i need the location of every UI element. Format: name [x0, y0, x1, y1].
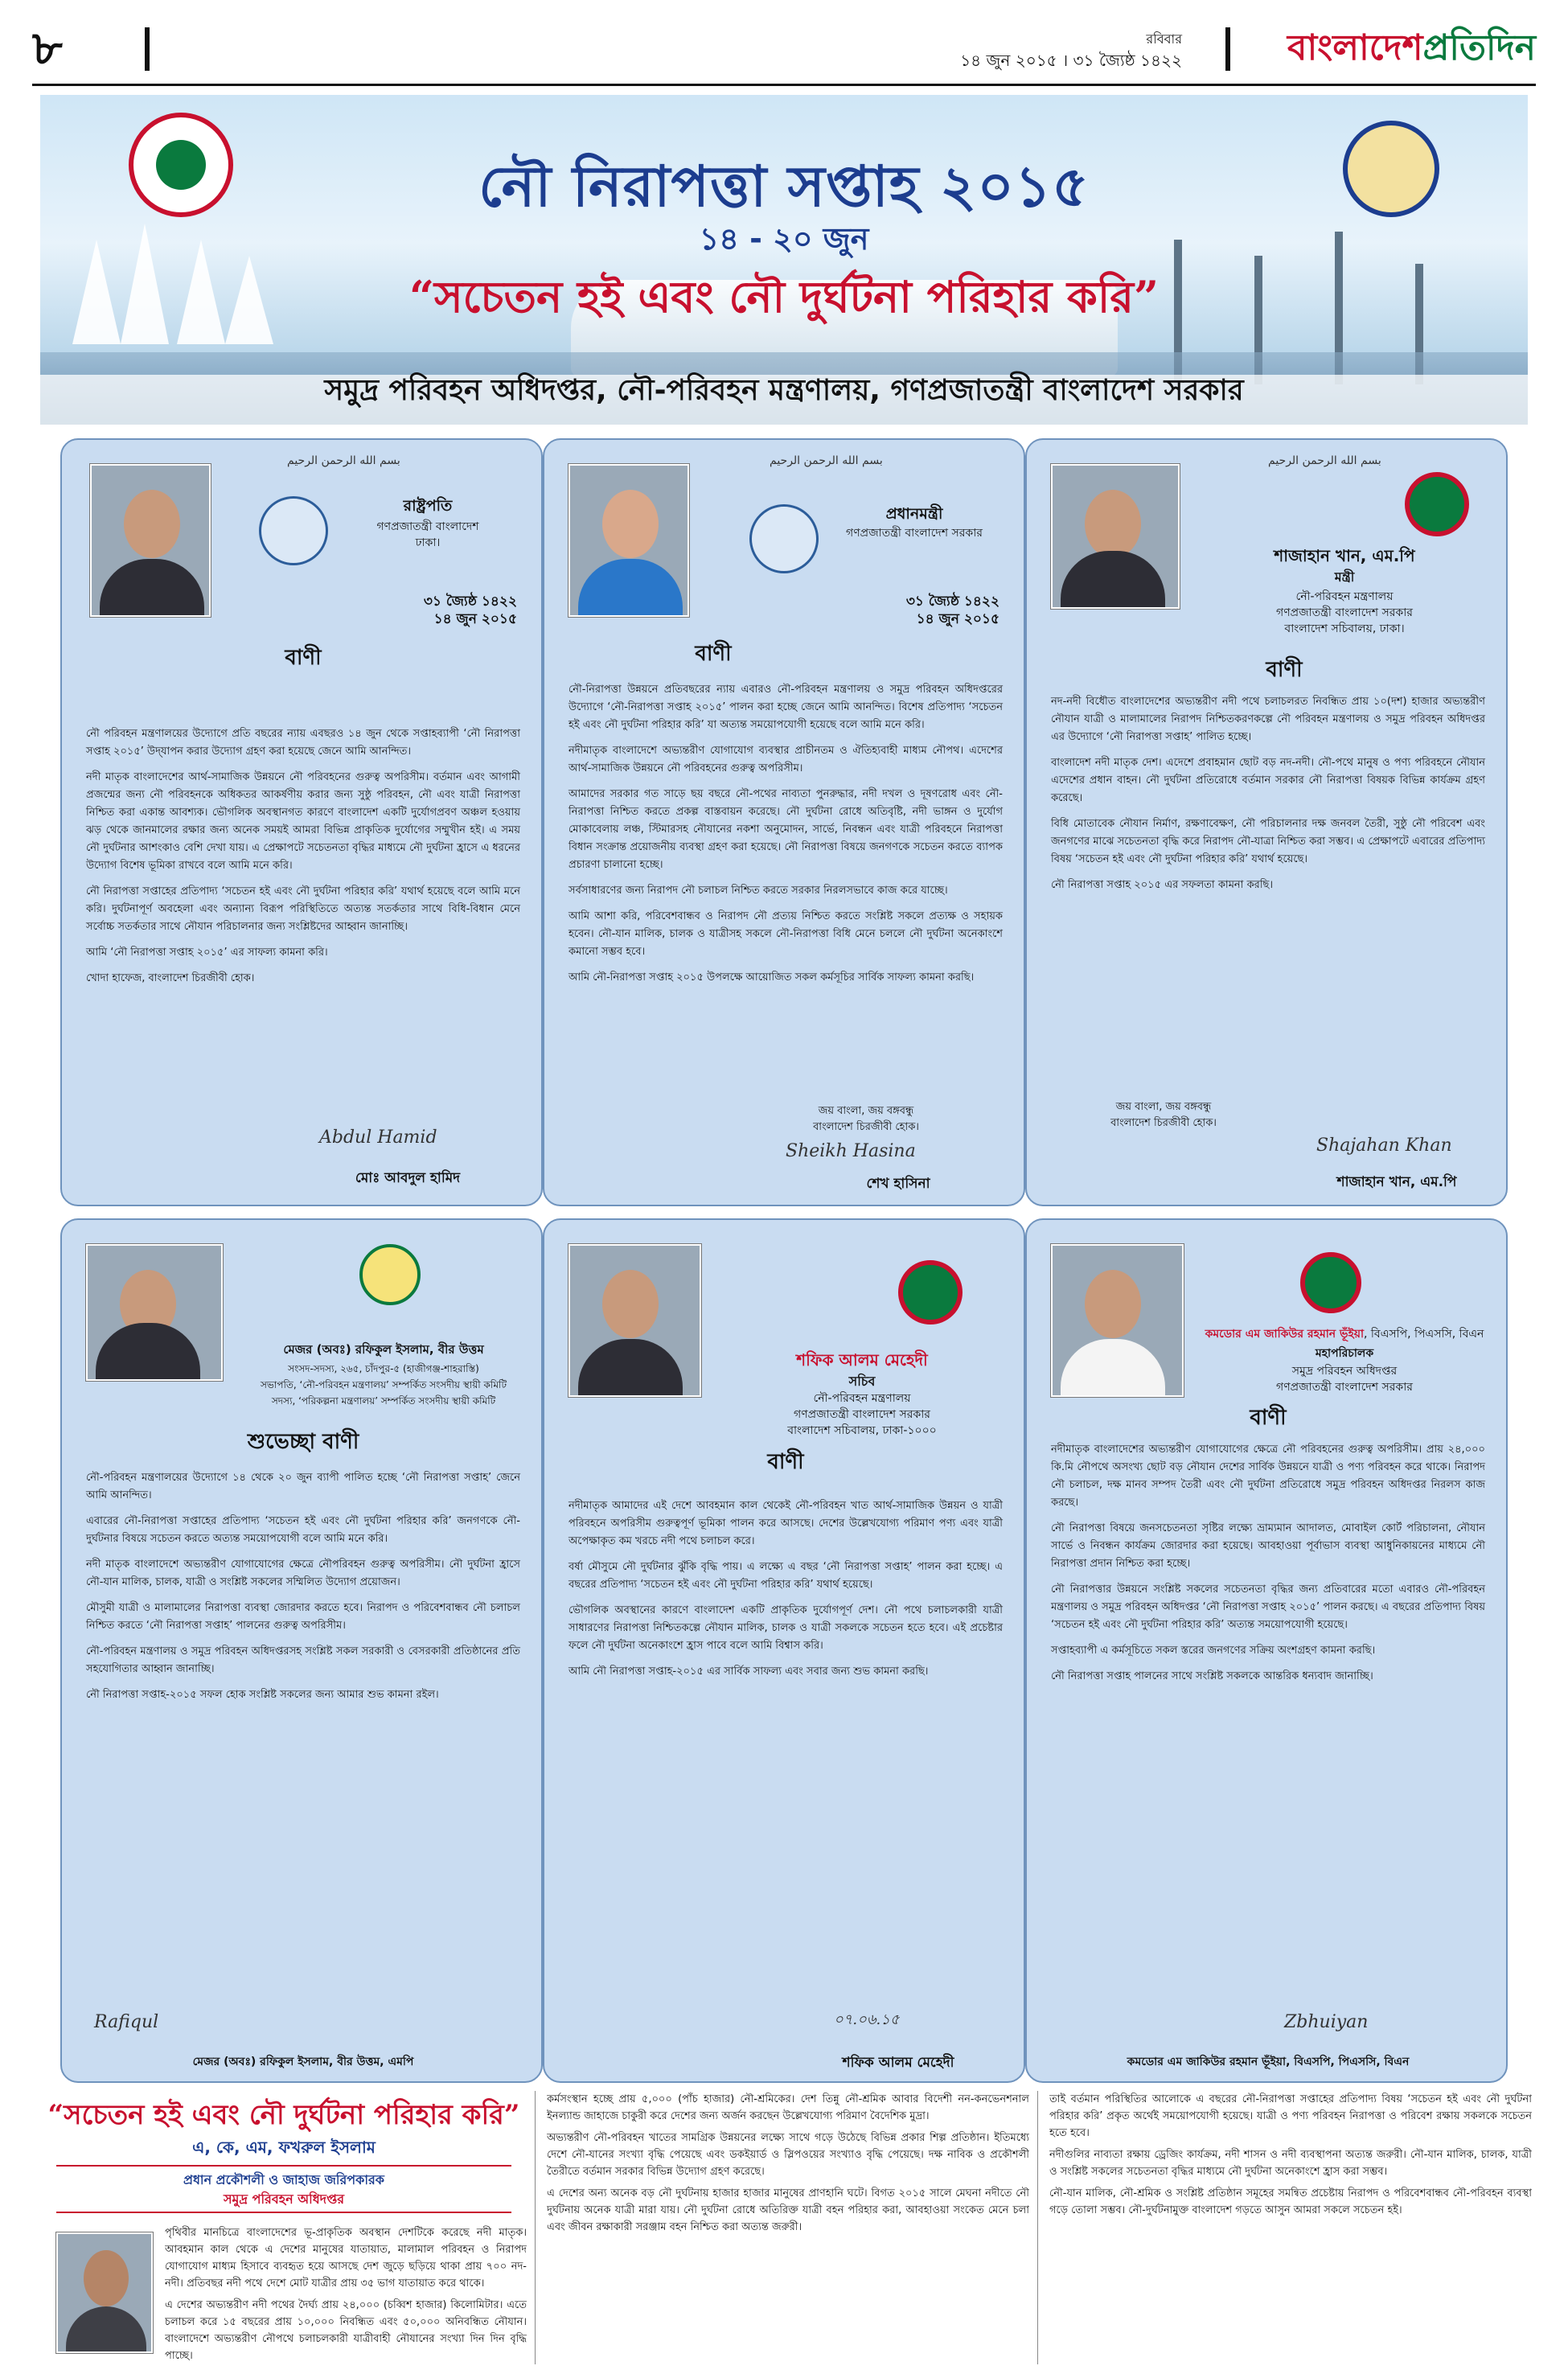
paragraph: এ দেশের অন্য অনেক বড় নৌ দুর্ঘটনায় হাজার হাজার মানুষের প্রাণহানি ঘটে। বিগত ২০১৫ সালে মেঘনা নদীতে নৌ দুর্ঘটনায় অনেক যাত্রী মারা যায়। নৌ দুর্ঘটনা রোধে অতিরিক্ত যাত্রী বহন পরিহার করা, আবহাওয়া সংকেত মেনে চলা এবং জীবন রক্ষাকারী সরঞ্জাম বহন নিশ্চিত করা অত্যন্ত জরুরী। [547, 2187, 1029, 2233]
bangladesh-emblem-icon [1405, 472, 1469, 536]
signer-name: মোঃ আবদুল হামিদ [355, 1170, 461, 1186]
paragraph: সর্বসাধারণের জন্য নিরাপদ নৌ চলাচল নিশ্চিত করতে সরকার নিরলসভাবে কাজ করে যাচ্ছে। [569, 885, 948, 897]
director-general-name [1192, 1325, 1497, 1344]
message-title: বাণী [1250, 1406, 1287, 1430]
message-card-secretary [543, 1218, 1025, 2083]
pm-role: প্রধানমন্ত্রী [885, 505, 943, 523]
page-number: ৮ [32, 21, 63, 76]
article-headline: “সচেতন হই এবং নৌ দুর্ঘটনা পরিহার করি” [47, 2099, 520, 2131]
paragraph: নদীগুলির নাব্যতা রক্ষায় ড্রেজিং কার্যক্রম, নদী শাসন ও নদী ব্যবস্থাপনা অত্যন্ত জরুরী। নৌ-যান মালিক, চালক, যাত্রী ও সংশ্লিষ্ট সকলের সচেতনতা বৃদ্ধির মাধ্যমে নৌ দুর্ঘটনা অনেকাংশে হ্রাস করা সম্ভব। [1049, 2149, 1532, 2178]
closing-text: জয় বাংলা, জয় বঙ্গবন্ধু বাংলাদেশ চিরজীবী হোক। [1110, 1101, 1217, 1129]
paragraph: আমাদের সরকার গত সাড়ে ছয় বছরে নৌ-পথের নাব্যতা পুনরুদ্ধার, নদী দখল ও দূষণরোধ এবং নৌ-নিরাপত্তা নিশ্চিত করতে প্রকল্প বাস্তবায়ন করেছে। নৌ দুর্ঘটনা রোধে অতিবৃষ্টি, নদী ভাঙ্গন ও দুর্যোগ মোকাবেলায় লঞ্চ, স্টিমারসহ নৌযানের নকশা অনুমোদন, সার্ভে, নিবন্ধন এবং যাত্রী পরিবহনে নিরাপত্তা বিধান সংক্রান্ত প্রয়োজনীয় ব্যবস্থা গ্রহণ করা হয়েছে। নৌ নিরাপত্তা বিষয়ে জনগণকে সচেতন করতে ব্যাপক প্রচারণা চালানো হচ্ছে। [569, 788, 1003, 871]
message-title: বাণী [285, 646, 322, 670]
message-card-director-general [1025, 1218, 1508, 2083]
prime-minister-photo [569, 464, 689, 617]
paragraph: নৌ নিরাপত্তা সপ্তাহ-২০১৫ সফল হোক সংশ্লিষ্ট সকলের জন্য আমার শুভ কামনা রইল। [86, 1689, 439, 1701]
advertisement-banner [40, 95, 1528, 425]
paragraph: বিধি মোতাবেক নৌযান নির্মাণ, রক্ষণাবেক্ষণ, নৌ পরিচালনার দক্ষ জনবল তৈরী, সুষ্ঠু নৌ পরিবেশ এবং জনগণের মাঝে সচেতনতা বৃদ্ধি করে নিরাপদ নৌ-যাত্রা নিশ্চিত করা সম্ভব। এ প্রেক্ষাপটে এবারের প্রতিপাদ্য বিষয় ‘সচেতন হই এবং নৌ দুর্ঘটনা পরিহার করি’ যথার্থ হয়েছে। [1051, 818, 1485, 865]
minister-role-sub: নৌ-পরিবহন মন্ত্রণালয় গণপ্রজাতন্ত্রী বাংলাদেশ সরকার বাংলাদেশ সচিবালয়, ঢাকা। [1276, 590, 1413, 635]
signature-image: Sheikh Hasina [786, 1141, 916, 1161]
paragraph: নৌ নিরাপত্তার উন্নয়নে সংশ্লিষ্ট সকলের সচেতনতা বৃদ্ধির জন্য প্রতিবারের মতো এবারও নৌ-পরিবহন মন্ত্রণালয় ও সমুদ্র পরিবহন অধিদপ্তর ‘নৌ নিরাপত্তা সপ্তাহ ২০১৫’ পালন করছে। এ বছরের প্রতিপাদ্য বিষয় ‘সচেতন হই এবং নৌ দুর্ঘটনা পরিহার করি’ অত্যন্ত সময়োপযোগী হয়েছে। [1051, 1583, 1485, 1631]
bismillah-text: بسم الله الرحمن الرحيم [770, 454, 883, 467]
date-english: ১৪ জুন ২০১৫ [916, 611, 999, 627]
paragraph: নদ-নদী বিধৌত বাংলাদেশের অভ্যন্তরীণ নদী পথে চলাচলরত নিবন্ধিত প্রায় ১০(দশ) হাজার অভ্যন্তরীণ নৌযান যাত্রী ও মালামালের নিরাপদ নিশ্চিতকরণকল্পে নৌ পরিবহন মন্ত্রণালয় ও সমুদ্র পরিবহন অধিদপ্তর এর উদ্যোগে ‘নৌ নিরাপত্তা সপ্তাহ’ পালিত হচ্ছে। [1051, 696, 1485, 743]
paragraph: আমি আশা করি, পরিবেশবান্ধব ও নিরাপদ নৌ প্রত্যয় নিশ্চিত করতে সংশ্লিষ্ট সকলে প্রত্যক্ষ ও সহায়ক হবেন। নৌ-যান মালিক, চালক ও যাত্রীসহ সকলে নৌ-নিরাপত্তা বিধি মেনে চললে নৌ দুর্ঘটনা অনেকাংশে কমানো সম্ভব হবে। [569, 910, 1003, 958]
signer-name: শফিক আলম মেহেদী [842, 2055, 954, 2071]
committee-chair-photo [86, 1244, 223, 1381]
message-title: বাণী [695, 642, 732, 666]
director-general-photo [1051, 1244, 1184, 1397]
minister-photo [1051, 464, 1180, 609]
paragraph: মৌসুমী যাত্রী ও মালামালের নিরাপত্তা ব্যবস্থা জোরদার করতে হবে। নিরাপদ ও পরিবেশবান্ধব নৌ চলাচল নিশ্চিত করতে ‘নৌ নিরাপত্তা সপ্তাহ’ পালনের গুরুত্ব অপরিসীম। [86, 1602, 520, 1632]
signer-name: শেখ হাসিনা [866, 1176, 930, 1192]
paragraph: আমি নৌ-নিরাপত্তা সপ্তাহ ২০১৫ উপলক্ষে আয়োজিত সকল কর্মসূচির সার্বিক সাফল্য কামনা করছি। [569, 971, 975, 984]
day: রবিবার [1146, 31, 1182, 47]
paragraph: নদীমাতৃক বাংলাদেশে অভ্যন্তরীণ যোগাযোগ ব্যবস্থার প্রাচীনতম ও ঐতিহ্যবাহী মাধ্যম নৌপথ। এদেশের আর্থ-সামাজিক উন্নয়নে নৌ পরিবহনের গুরুত্ব অপরিসীম। [569, 745, 1003, 774]
government-seal-icon [259, 496, 328, 565]
paragraph: নৌ নিরাপত্তা সপ্তাহ পালনের সাথে সংশ্লিষ্ট সকলকে আন্তরিক ধন্যবাদ জানাচ্ছি। [1051, 1670, 1373, 1682]
committee-chair-role: সংসদ-সদস্য, ২৬৫, চাঁদপুর-৫ (হাজীগঞ্জ-শাহরাস্তি) সভাপতি, ‘নৌ-পরিবহন মন্ত্রণালয়’ সম্পর্কিত সংসদীয় স্থায়ী কমিটি সদস্য, ‘পরিকল্পনা মন্ত্রণালয়’ সম্পর্কিত সংসদীয় স্থায়ী কমিটি [260, 1363, 507, 1407]
message-title: বাণী [1266, 658, 1303, 682]
signature-image: Shajahan Khan [1316, 1136, 1452, 1156]
paragraph: বাংলাদেশ নদী মাতৃক দেশ। এদেশে প্রবাহমান ছোট বড় নদ-নদী। নৌ-পথে মানুষ ও পণ্য পরিবহনে নৌযান এদেশের প্রধান বাহন। নৌ দুর্ঘটনা প্রতিরোধে বর্তমান সরকার নৌ নিরাপত্তা বিষয়ক বিভিন্ন কার্যক্রম গ্রহণ করেছে। [1051, 757, 1485, 804]
message-title: শুভেচ্ছা বাণী [247, 1430, 359, 1454]
paragraph: খোদা হাফেজ, বাংলাদেশ চিরজীবী হোক। [86, 972, 255, 984]
signature-image: Zbhuiyan [1284, 2012, 1369, 2032]
president-date [316, 593, 517, 628]
divider [56, 2165, 511, 2167]
divider [56, 2212, 511, 2213]
pm-role-sub: গণপ্রজাতন্ত্রী বাংলাদেশ সরকার [846, 527, 983, 540]
signature-image: ০৭.০৬.১৫ [834, 2011, 900, 2028]
secretary-role-sub: নৌ-পরিবহন মন্ত্রণালয় গণপ্রজাতন্ত্রী বাংলাদেশ সরকার বাংলাদেশ সচিবালয়, ঢাকা-১০০০ [787, 1392, 937, 1437]
parliament-emblem-icon [359, 1244, 421, 1305]
president-role-sub: গণপ্রজাতন্ত্রী বাংলাদেশ ঢাকা। [376, 520, 479, 549]
paragraph: নৌ-পরিবহন মন্ত্রণালয় ও সমুদ্র পরিবহন অধিদপ্তরসহ সংশ্লিষ্ট সকল সরকারী ও বেসরকারী প্রতিষ্ঠানের প্রতি সহযোগিতার আহ্বান জানাচ্ছি। [86, 1645, 520, 1675]
director-general-name-suffix: , বিএসপি, পিএসসি, বিএন [1364, 1328, 1484, 1341]
column-rule [535, 2091, 536, 2364]
author-role: প্রধান প্রকৌশলী ও জাহাজ জরিপকারক [183, 2172, 384, 2187]
signer-name: কমডোর এম জাকিউর রহমান ভূঁইয়া, বিএসপি, পিএসসি, বিএন [1127, 2056, 1410, 2068]
secretary-photo [569, 1244, 701, 1397]
divider [1225, 27, 1230, 71]
director-general-role-sub: সমুদ্র পরিবহন অধিদপ্তর গণপ্রজাতন্ত্রী বাংলাদেশ সরকার [1276, 1365, 1413, 1394]
message-body [1051, 1441, 1485, 1694]
message-body [86, 1469, 520, 1712]
newspaper-logo [1287, 24, 1536, 72]
secretary-name: শফিক আলম মেহেদী [796, 1350, 928, 1370]
government-seal-icon [749, 504, 819, 573]
secretary-role: সচিব [848, 1374, 876, 1389]
bangladesh-emblem-icon [1300, 1252, 1361, 1313]
paragraph: এ দেশের অভ্যন্তরীণ নদী পথের দৈর্ঘ্য প্রায় ২৪,০০০ (চব্বিশ হাজার) কিলোমিটার। এতে চলাচল করে ১৫ বছরের প্রায় ১০,০০০ নিবন্ধিত এবং ৫০,০০০ অনিবন্ধিত নৌযান। বাংলাদেশে অভ্যন্তরীণ নৌপথে চলাচলকারী যাত্রীবাহী নৌযানের সংখ্যা দিন দিন বৃদ্ধি পাচ্ছে। [165, 2299, 527, 2362]
paragraph: এবারের নৌ-নিরাপত্তা সপ্তাহের প্রতিপাদ্য ‘সচেতন হই এবং নৌ দুর্ঘটনা পরিহার করি’ জনগণকে নৌ-দুর্ঘটনার বিষয়ে সচেতন করতে অত্যন্ত সময়োপযোগী বলে আমি মনে করি। [86, 1515, 520, 1545]
article-column-1 [165, 2224, 527, 2369]
closing-text: জয় বাংলা, জয় বঙ্গবন্ধু বাংলাদেশ চিরজীবী হোক। [813, 1105, 919, 1133]
message-body [1051, 693, 1485, 902]
message-card-prime-minister [543, 438, 1025, 1206]
signer-name: মেজর (অবঃ) রফিকুল ইসলাম, বীর উত্তম, এমপি [192, 2056, 414, 2068]
banner-slogan: “সচেতন হই এবং নৌ দুর্ঘটনা পরিহার করি” [408, 271, 1160, 322]
paragraph: নৌ পরিবহন মন্ত্রণালয়ের উদ্যোগে প্রতি বছরের ন্যায় এবছরও ১৪ জুন থেকে সপ্তাহব্যাপী ‘নৌ নিরাপত্তা সপ্তাহ ২০১৫’ উদ্‌যাপন করার উদ্যোগ গ্রহণ করা হয়েছে জেনে আমি আনন্দিত। [86, 728, 520, 758]
message-body [569, 1497, 1003, 1689]
paragraph: আমি নৌ নিরাপত্তা সপ্তাহ-২০১৫ এর সার্বিক সাফল্য এবং সবার জন্য শুভ কামনা করছি। [569, 1665, 929, 1678]
minister-name: শাজাহান খান, এম.পি [1274, 546, 1415, 565]
paragraph: নৌ নিরাপত্তা সপ্তাহ ২০১৫ এর সফলতা কামনা করছি। [1051, 879, 1274, 891]
message-body [569, 681, 1003, 995]
paragraph: কর্মসংস্থান হচ্ছে প্রায় ৫,০০০ (পাঁচ হাজার) নৌ-শ্রমিকের। দেশ তিন্নু নৌ-শ্রমিক আবার বিদেশী নন-কনভেনশনাল ইনল্যান্ড জাহাজে চাকুরী করে দেশের জন্য অর্জন করছেন উল্লেখযোগ্য পরিমাণ বৈদেশিক মুদ্রা। [547, 2093, 1029, 2122]
paragraph: তাই বর্তমান পরিস্থিতির আলোকে এ বছরের নৌ-নিরাপত্তা সপ্তাহের প্রতিপাদ্য বিষয় ‘সচেতন হই এবং নৌ দুর্ঘটনা পরিহার করি’ প্রকৃত অর্থেই সময়োপযোগী হয়েছে। যাত্রী ও পণ্য পরিবহন নিরাপত্তা ও পরিবেশ রক্ষায় সকলকে সচেতন হতে হবে। [1049, 2093, 1532, 2139]
article-column-2 [547, 2091, 1029, 2366]
paragraph: নদীমাতৃক আমাদের এই দেশে আবহমান কাল থেকেই নৌ-পরিবহন খাত আর্থ-সামাজিক উন্নয়ন ও যাত্রী পরিবহনে অপরিসীম গুরুত্বপূর্ণ ভূমিকা পালন করে আসছে। দেশের উল্লেখযোগ্য পরিমাণ পণ্য এবং যাত্রী অপেক্ষাকৃত কম খরচে নদী পথে চলাচল করে। [569, 1500, 1003, 1547]
committee-chair-name: মেজর (অবঃ) রফিকুল ইসলাম, বীর উত্তম [283, 1342, 484, 1357]
paragraph: অভ্যন্তরীণ নৌ-পরিবহন খাতের সামগ্রিক উন্নয়নের লক্ষ্যে সাথে গড়ে উঠেছে বিভিন্ন প্রকার শিল্প প্রতিষ্ঠান। ইতিমধ্যে দেশে নৌ-যানের সংখ্যা বৃদ্ধি পেয়েছে এবং ডকইয়ার্ড ও স্লিপওয়ের সংখ্যাও বৃদ্ধি পেয়েছে। দক্ষ নাবিক ও প্রকৌশলী তৈরীতে বর্তমান সরকার বিভিন্ন উদ্যোগ গ্রহণ করেছে। [547, 2132, 1029, 2178]
bangladesh-emblem-icon [898, 1260, 963, 1325]
message-card-president [60, 438, 543, 1206]
brand-part2: প্রতিদিন [1422, 27, 1536, 68]
bismillah-text: بسم الله الرحمن الرحيم [287, 454, 400, 467]
president-role: রাষ্ট্রপতি [403, 497, 453, 515]
dateline [960, 29, 1182, 71]
author-photo [56, 2232, 153, 2353]
article-author: এ, কে, এম, ফখরুল ইসলাম [192, 2138, 376, 2157]
divider [145, 27, 150, 71]
paragraph: নদী মাতৃক বাংলাদেশের আর্থ-সামাজিক উন্নয়নে নৌ পরিবহনের গুরুত্ব অপরিসীম। বর্তমান এবং আগামী প্রজন্মের জন্য নৌ পরিবহনকে অধিকতর আকর্ষণীয় করার জন্য সুষ্ঠু পরিবহন, নৌ এবং যাত্রী নিরাপত্তা নিশ্চিত করা একান্ত আবশ্যক। ভৌগলিক অবস্থানগত কারণে বাংলাদেশ একটি দুর্যোগপ্রবণ অঞ্চল হওয়ায় ঝড় থেকে জানমালের রক্ষার জন্য অনেক সময়ই আমরা বিভিন্ন প্রাকৃতিক দুর্যোগের সম্মুখীন হই। এ সময় নৌ দুর্ঘটনার আশংকাও বেশি দেখা যায়। এ প্রেক্ষাপটে সচেতনতা বৃদ্ধির মাধ্যমে নৌ দুর্ঘটনা হ্রাসে এ ধরনের উদ্যোগ বিশেষ ভূমিকা রাখবে বলে আমি মনে করি। [86, 771, 520, 872]
message-title: বাণী [767, 1450, 804, 1474]
column-rule [1037, 2091, 1038, 2364]
paragraph: নদী মাতৃক বাংলাদেশে অভ্যন্তরীণ যোগাযোগের ক্ষেত্রে নৌপরিবহন গুরুত্ব অপরিসীম। নৌ দুর্ঘটনা হ্রাসে নৌ-যান মালিক, চালক, যাত্রী ও সংশ্লিষ্ট সকলের সম্মিলিত উদ্যোগ প্রয়োজন। [86, 1559, 520, 1588]
pm-date [798, 593, 999, 628]
paragraph: পৃথিবীর মানচিত্রে বাংলাদেশের ভূ-প্রাকৃতিক অবস্থান দেশটিকে করেছে নদী মাতৃক। আবহমান কাল থেকে এ দেশের মানুষের যাতায়াত, মালামাল পরিবহন ও নিরাপদ যোগাযোগ মাধ্যম হিসাবে ব্যবহৃত হয়ে আসছে দেশ জুড়ে ছড়িয়ে থাকা প্রায় ৭০০ নদ-নদী। প্রতিবছর নদী পথে দেশে মোট যাত্রীর প্রায় ৩৫ ভাগ যাতায়াত করে থাকে। [165, 2227, 527, 2290]
signature-image: Abdul Hamid [319, 1127, 437, 1148]
article-column-3 [1049, 2091, 1532, 2366]
message-body [86, 725, 520, 996]
paragraph: আমি ‘নৌ নিরাপত্তা সপ্তাহ ২০১৫’ এর সাফল্য কামনা করি। [86, 947, 328, 959]
paragraph: নদীমাতৃক বাংলাদেশের অভ্যন্তরীণ যোগাযোগের ক্ষেত্রে নৌ পরিবহনের গুরুত্ব অপরিসীম। প্রায় ২৪,০০০ কি.মি নৌপথে অসংখ্য ছোট বড় নৌযান দেশের সার্বিক উন্নয়নে যাত্রী ও পণ্য পরিবহন করে থাকে। নিরাপদ নৌ চলাচল, দক্ষ মানব সম্পদ তৈরী এবং নৌ দুর্ঘটনা প্রতিরোধে সমুদ্র পরিবহন অধিদপ্তর নিরলস কাজ করছে। [1051, 1444, 1485, 1509]
message-card-committee-chair [60, 1218, 543, 2083]
paragraph: নৌ নিরাপত্তা বিষয়ে জনসচেতনতা সৃষ্টির লক্ষ্যে ভ্রাম্যমান আদালত, মোবাইল কোর্ট পরিচালনা, নৌযান সার্ভে ও নিবন্ধন কার্যক্রম জোরদার করা হয়েছে। আবহাওয়া পূর্বাভাস ব্যবস্থা আধুনিকায়নের মাধ্যমে নৌ নিরাপত্তা প্রদান নিশ্চিত করা হচ্ছে। [1051, 1522, 1485, 1570]
brand-part1: বাংলাদেশ [1287, 27, 1423, 68]
date-bangla: ৩১ জ্যৈষ্ঠ ১৪২২ [423, 594, 517, 610]
paragraph: বর্ষা মৌসুমে নৌ দুর্ঘটনার ঝুঁকি বৃদ্ধি পায়। এ লক্ষ্যে এ বছর ‘নৌ নিরাপত্তা সপ্তাহ’ পালন করা হচ্ছে। এ বছরের প্রতিপাদ্য ‘সচেতন হই এবং নৌ দুর্ঘটনা পরিহার করি’ যথার্থ হয়েছে। [569, 1561, 1003, 1591]
director-general-role: মহাপরিচালক [1315, 1347, 1374, 1360]
bismillah-text: بسم الله الرحمن الرحيم [1268, 454, 1381, 467]
author-organization: সমুদ্র পরিবহন অধিদপ্তর [223, 2191, 345, 2207]
message-card-minister [1025, 438, 1508, 1206]
director-general-name-text: কমডোর এম জাকিউর রহমান ভূঁইয়া [1205, 1328, 1365, 1341]
date: ১৪ জুন ২০১৫ । ৩১ জ্যৈষ্ঠ ১৪২২ [960, 51, 1182, 70]
date-bangla: ৩১ জ্যৈষ্ঠ ১৪২২ [905, 594, 999, 610]
banner-title: নৌ নিরাপত্তা সপ্তাহ ২০১৫ [478, 153, 1090, 220]
banner-organization: সমুদ্র পরিবহন অধিদপ্তর, নৌ-পরিবহন মন্ত্রণালয়, গণপ্রজাতন্ত্রী বাংলাদেশ সরকার [324, 374, 1244, 407]
minister-role: মন্ত্রী [1334, 569, 1355, 585]
date-english: ১৪ জুন ২০১৫ [433, 611, 517, 627]
paragraph: নৌ-পরিবহন মন্ত্রণালয়ের উদ্যোগে ১৪ থেকে ২০ জুন ব্যাপী পালিত হচ্ছে ‘নৌ নিরাপত্তা সপ্তাহ’ জেনে আমি আনন্দিত। [86, 1472, 520, 1501]
paragraph: নৌ নিরাপত্তা সপ্তাহের প্রতিপাদ্য ‘সচেতন হই এবং নৌ দুর্ঘটনা পরিহার করি’ যথার্থ হয়েছে বলে আমি মনে করি। দুর্ঘটনাপূর্ণ অবহেলা এবং অন্যান্য বিরূপ পরিস্থিতিতে অত্যন্ত সতর্কতার সাথে বিধি-বিধান মেনে সর্বোচ্চ সতর্কতার সাথে নৌযান পরিচালনার জন্য সংশ্লিষ্টদের আহ্বান জানাচ্ছি। [86, 885, 520, 933]
signer-name: শাজাহান খান, এম.পি [1336, 1174, 1457, 1190]
president-photo [90, 464, 211, 617]
paragraph: সপ্তাহব্যাপী এ কর্মসূচিতে সকল স্তরের জনগণের সক্রিয় অংশগ্রহণ কামনা করছি। [1051, 1645, 1376, 1657]
banner-dates: ১৪ - ২০ জুন [699, 221, 869, 257]
header-rule [32, 84, 1536, 86]
masthead [32, 23, 1536, 79]
paragraph: ভৌগলিক অবস্থানের কারণে বাংলাদেশ একটি প্রাকৃতিক দুর্যোগপূর্ণ দেশ। নৌ পথে চলাচলকারী যাত্রী সাধারণের নিরাপত্তা নিশ্চিতকল্পে নৌযান মালিক, চালক ও যাত্রী সকলকে সচেতন হতে হবে। এই প্রচেষ্টার ফলে নৌ দুর্ঘটনা অনেকাংশে হ্রাস পাবে বলে আমি বিশ্বাস করি। [569, 1604, 1003, 1652]
signature-image: Rafiqul [94, 2012, 159, 2032]
paragraph: নৌ-যান মালিক, নৌ-শ্রমিক ও সংশ্লিষ্ট প্রতিষ্ঠান সমূহের সমন্বিত প্রচেষ্টায় নিরাপদ ও পরিবেশবান্ধব নৌ-পরিবহন ব্যবস্থা গড়ে তোলা সম্ভব। নৌ-দুর্ঘটনামুক্ত বাংলাদেশ গড়তে আসুন আমরা সকলে সচেতন হই। [1049, 2187, 1532, 2216]
paragraph: নৌ-নিরাপত্তা উন্নয়নে প্রতিবছরের ন্যায় এবারও নৌ-পরিবহন মন্ত্রণালয় ও সমুদ্র পরিবহন অধিদপ্তরের উদ্যোগে ‘নৌ-নিরাপত্তা সপ্তাহ ২০১৫’ পালন করা হচ্ছে জেনে আমি আনন্দিত। বিশেষ প্রতিপাদ্য ‘সচেতন হই এবং নৌ দুর্ঘটনা পরিহার করি’ যা অত্যন্ত সময়োপযোগী হয়েছে বলে আমি মনে করি। [569, 684, 1003, 731]
